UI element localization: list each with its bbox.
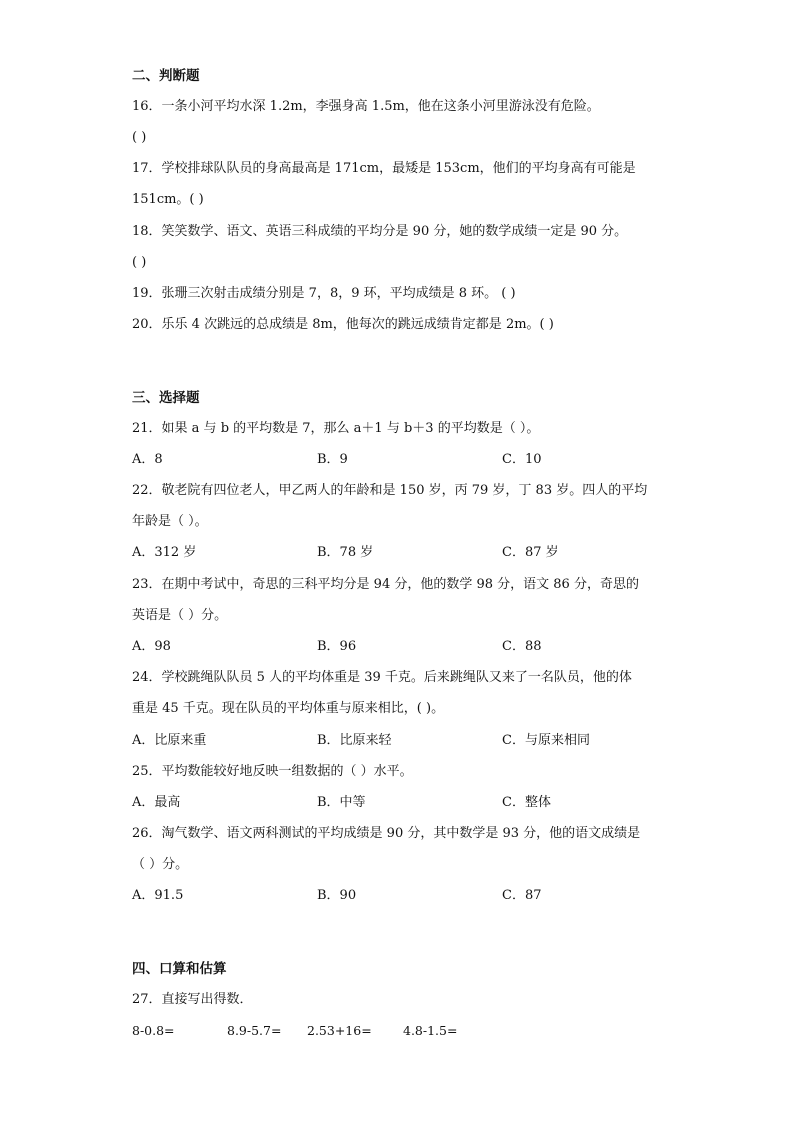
option-23-b: B．96 [317,639,357,654]
answer-blank-16: ( ) [132,130,147,145]
section-heading-judge: 二、判断题 [132,68,200,84]
question-22: 22．敬老院有四位老人，甲乙两人的年龄和是 150 岁，丙 79 岁，丁 83 岁。四人的平均 [132,483,648,498]
option-22-c: C．87 岁 [502,545,559,560]
option-25-c: C．整体 [502,795,551,810]
question-21: 21．如果 a 与 b 的平均数是 7，那么 a＋1 与 b＋3 的平均数是（ ）。 [132,421,540,436]
calc-item-4: 4.8-1.5= [403,1023,458,1038]
question-20: 20．乐乐 4 次跳远的总成绩是 8m，他每次的跳远成绩肯定都是 2m。( ) [132,317,554,332]
answer-blank-18: ( ) [132,255,147,270]
question-17-cont: 151cm。( ) [132,192,204,207]
option-24-b: B．比原来轻 [317,733,392,748]
option-23-a: A．98 [132,639,171,654]
option-22-a: A．312 岁 [132,545,197,560]
question-26: 26．淘气数学、语文两科测试的平均成绩是 90 分，其中数学是 93 分，他的语文成绩是 [132,826,641,841]
option-22-b: B．78 岁 [317,545,374,560]
question-24: 24．学校跳绳队队员 5 人的平均体重是 39 千克。后来跳绳队又来了一名队员，他的体 [132,670,632,685]
option-26-b: B．90 [317,888,357,903]
option-26-c: C．87 [502,888,542,903]
question-17: 17．学校排球队队员的身高最高是 171cm，最矮是 153cm，他们的平均身高有可能是 [132,161,636,176]
option-21-c: C．10 [502,452,542,467]
question-23-cont: 英语是（ ）分。 [132,608,228,623]
calc-item-1: 8-0.8= [132,1023,175,1038]
option-25-a: A．最高 [132,795,181,810]
option-24-c: C．与原来相同 [502,733,590,748]
calc-item-2: 8.9-5.7= [227,1023,282,1038]
question-19: 19．张珊三次射击成绩分别是 7，8，9 环，平均成绩是 8 环。 ( ) [132,286,516,301]
option-26-a: A．91.5 [132,888,184,903]
question-27: 27．直接写出得数． [132,992,253,1007]
option-21-a: A．8 [132,452,163,467]
question-23: 23．在期中考试中，奇思的三科平均分是 94 分，他的数学 98 分，语文 86 分，奇思的 [132,577,639,592]
question-22-cont: 年龄是（ ）。 [132,514,208,529]
option-23-c: C．88 [502,639,542,654]
question-18: 18．笑笑数学、语文、英语三科成绩的平均分是 90 分，她的数学成绩一定是 90 分。 [132,224,628,239]
question-16: 16．一条小河平均水深 1.2m，李强身高 1.5m，他在这条小河里游泳没有危险。 [132,99,600,114]
section-heading-choice: 三、选择题 [132,390,200,406]
option-25-b: B．中等 [317,795,366,810]
option-24-a: A．比原来重 [132,733,207,748]
calc-item-3: 2.53+16= [307,1023,372,1038]
question-24-cont: 重是 45 千克。现在队员的平均体重与原来相比，( )。 [132,701,445,716]
question-26-cont: （ ）分。 [132,857,189,872]
question-25: 25．平均数能较好地反映一组数据的（ ）水平。 [132,764,413,779]
option-21-b: B．9 [317,452,348,467]
section-heading-mental: 四、口算和估算 [132,961,227,977]
